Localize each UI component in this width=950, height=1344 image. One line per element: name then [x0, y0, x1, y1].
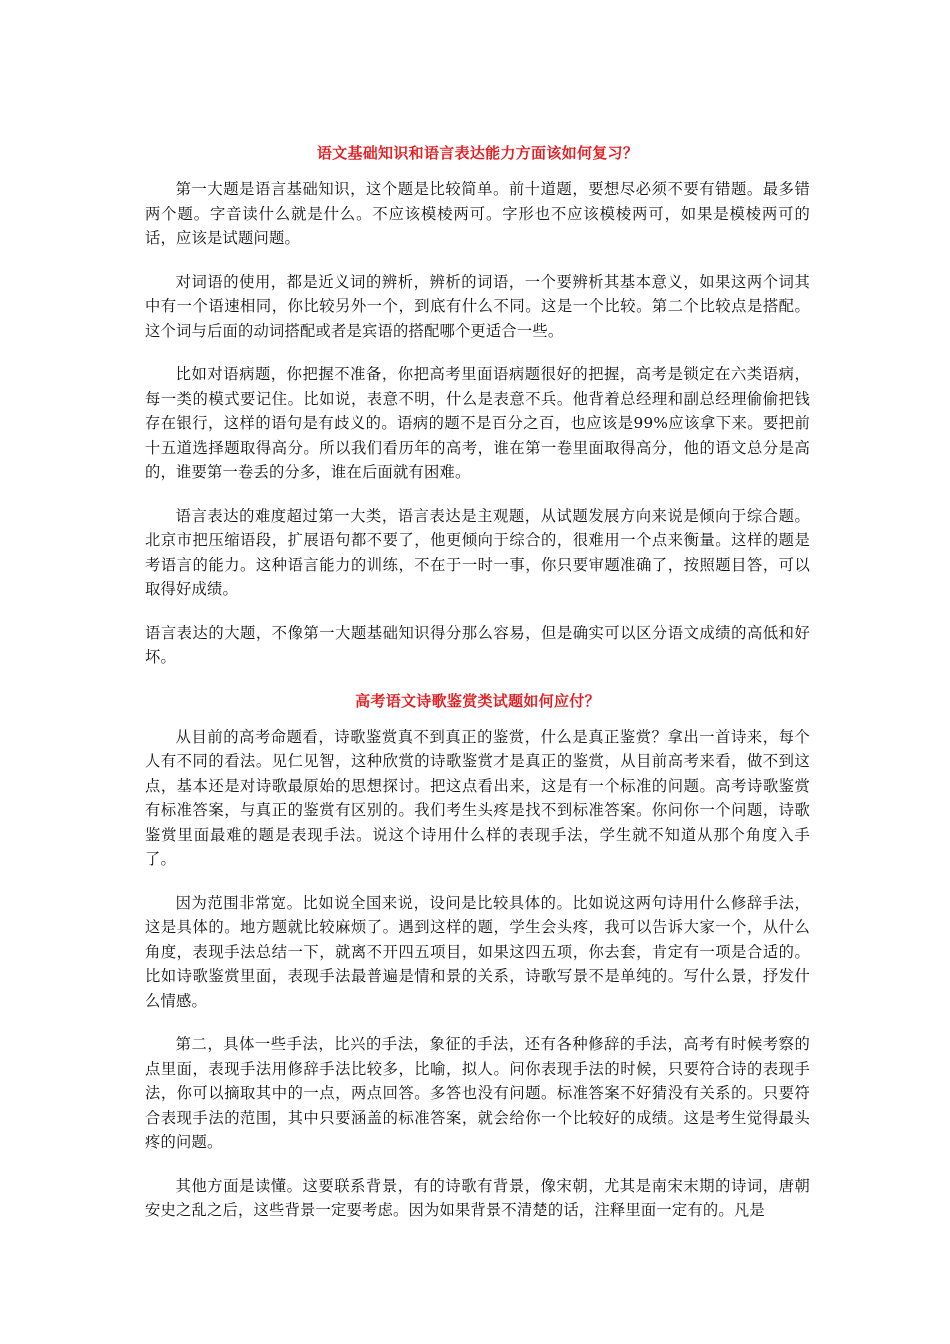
section-1-closing-paragraph: 语言表达的大题，不像第一大题基础知识得分那么容易，但是确实可以区分语文成绩的高低和好坏。 [145, 623, 810, 666]
section-1-paragraph-2: 对词语的使用，都是近义词的辨析，辨析的词语，一个要辨析其基本意义，如果这两个词其中有一个语速相同，你比较另外一个，到底有什么不同。这是一个比较。第二个比较点是搭配。这个词与后面的动词搭配或者是宾语的搭配哪个更适合一些。 [145, 272, 810, 340]
section-1-title: 语文基础知识和语言表达能力方面该如何复习？ [316, 144, 639, 162]
section-1-paragraph-1: 第一大题是语言基础知识，这个题是比较简单。前十道题，要想尽必须不要有错题。最多错两个题。字音读什么就是什么。不应该模棱两可。字形也不应该模棱两可，如果是模棱两可的话，应该是试题问题。 [145, 180, 810, 247]
section-2-paragraph-2: 因为范围非常宽。比如说全国来说，设问是比较具体的。比如说这两句诗用什么修辞手法，这是具体的。地方题就比较麻烦了。遇到这样的题，学生会头疼，我可以告诉大家一个，从什么角度，表现手法总结一下，就离不开四五项目，如果这四五项，你去套，肯定有一项是合适的。比如诗歌鉴赏里面，表现手法最普遍是情和景的关系，诗歌写景不是单纯的。写什么景，抒发什么情感。 [145, 893, 810, 1010]
section-2-paragraph-3: 第二，具体一些手法，比兴的手法，象征的手法，还有各种修辞的手法，高考有时候考察的点里面，表现手法用修辞手法比较多，比喻，拟人。问你表现手法的时候，只要符合诗的表现手法，你可以摘取其中的一点，两点回答。多答也没有问题。标准答案不好猜没有关系的。只要符合表现手法的范围，其中只要涵盖的标准答案，就会给你一个比较好的成绩。这是考生觉得最头疼的问题。 [145, 1035, 810, 1151]
section-1-paragraph-4: 语言表达的难度超过第一大类，语言表达是主观题，从试题发展方向来说是倾向于综合题。北京市把压缩语段，扩展语句都不要了，他更倾向于综合的，很难用一个点来衡量。这样的题是考语言的能力。这种语言能力的训练，不在于一时一事，你只要审题准确了，按照题目答，可以取得好成绩。 [145, 506, 810, 598]
section-1-paragraph-3: 比如对语病题，你把握不准备，你把高考里面语病题很好的把握，高考是锁定在六类语病，每一类的模式要记住。比如说，表意不明，什么是表意不兵。他背着总经理和副总经理偷偷把钱存在银行，这样的语句是有歧义的。语病的题不是百分之百，也应该是99%应该拿下来。要把前十五道选择题取得高分。所以我们看历年的高考，谁在第一卷里面取得高分，他的语文总分是高的，谁要第一卷丢的分多，谁在后面就有困难。 [145, 365, 810, 481]
section-2-title: 高考语文诗歌鉴赏类试题如何应付？ [355, 691, 600, 710]
document-page [145, 142, 810, 1242]
section-2-paragraph-1: 从目前的高考命题看，诗歌鉴赏真不到真正的鉴赏，什么是真正鉴赏？拿出一首诗来，每个人有不同的看法。见仁见智，这种欣赏的诗歌鉴赏才是真正的鉴赏，从目前高考来看，做不到这点，基本还是对诗歌最原始的思想探讨。把这点看出来，这是有一个标准的问题。高考诗歌鉴赏有标准答案，与真正的鉴赏有区别的。我们考生头疼是找不到标准答案。你问你一个问题，诗歌鉴赏里面最难的题是表现手法。说这个诗用什么样的表现手法，学生就不知道从那个角度入手了。 [145, 727, 810, 868]
section-2-paragraph-4: 其他方面是读懂。这要联系背景，有的诗歌有背景，像宋朝，尤其是南宋末期的诗词，唐朝安史之乱之后，这些背景一定要考虑。因为如果背景不清楚的话，注释里面一定有的。凡是 [145, 1176, 810, 1219]
